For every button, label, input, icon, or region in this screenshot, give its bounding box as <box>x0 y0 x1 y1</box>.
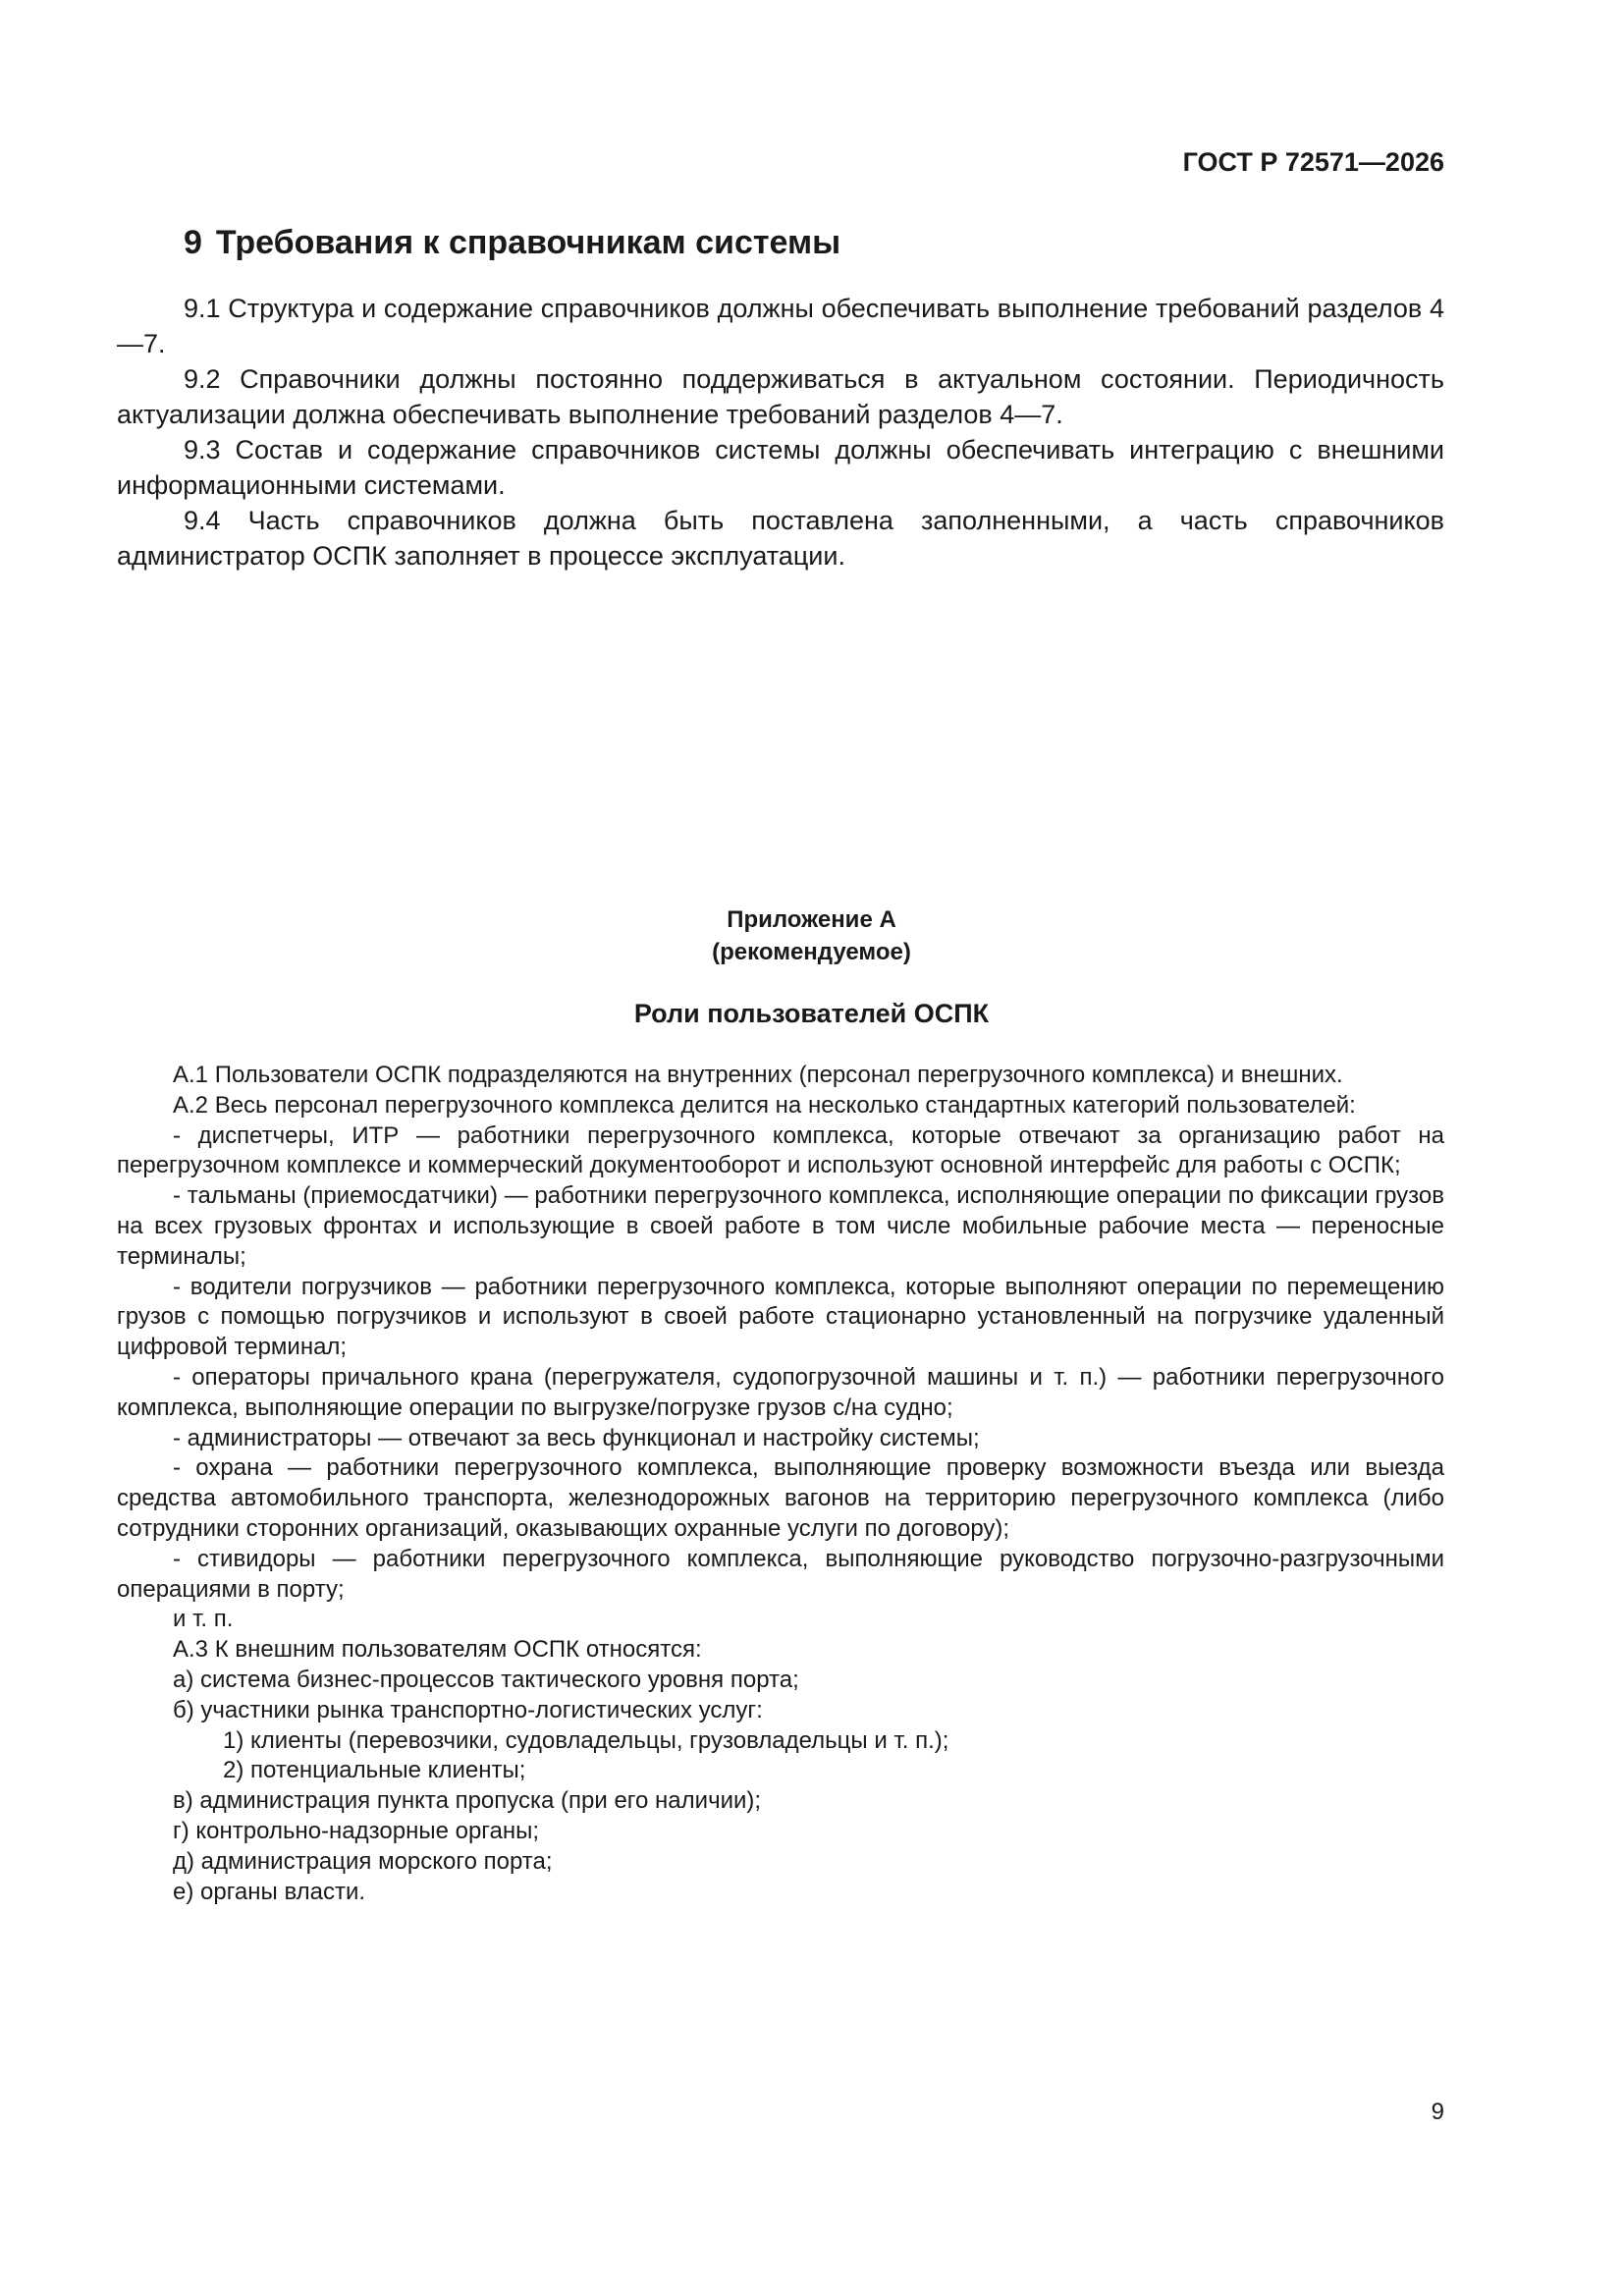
list-item-b-2: 2) потенциальные клиенты; <box>223 1757 526 1784</box>
paragraph-9-1: 9.1 Структура и содержание справочников должны обеспечивать выполнение требований разделов 4—7. <box>117 294 1444 358</box>
list-item-g: г) контрольно-надзорные органы; <box>173 1817 540 1844</box>
section-body <box>117 291 1444 574</box>
list-item-stevedores: - стивидоры — работники перегрузочного комплекса, выполняющие руководство погрузочно-разгрузочными операциями в порту; <box>117 1545 1444 1603</box>
appendix-header <box>0 903 1623 968</box>
clause-a1: А.1 Пользователи ОСПК подразделяются на внутренних (персонал перегрузочного комплекса) и внешних. <box>173 1062 1343 1088</box>
list-item-tallymen: - тальманы (приемосдатчики) — работники перегрузочного комплекса, исполняющие операции по фиксации грузов на всех грузовых фронтах и использующие в своей работе в том числе мобильные рабочие места — переносные терминалы; <box>117 1182 1444 1270</box>
section-title: Требования к справочникам системы <box>215 224 841 261</box>
list-item-administrators: - администраторы — отвечают за весь функционал и настройку системы; <box>173 1424 980 1451</box>
list-item-b-1: 1) клиенты (перевозчики, судовладельцы, грузовладельцы и т. п.); <box>223 1726 949 1754</box>
list-item-forklift-drivers: - водители погрузчиков — работники перегрузочного комплекса, которые выполняют операции по перемещению грузов с помощью погрузчиков и используют в своей работе стационарно установленный на погрузчике удаленный цифровой терминал; <box>117 1273 1444 1361</box>
clause-a2: А.2 Весь персонал перегрузочного комплекса делится на несколько стандартных категорий пользователей: <box>173 1091 1356 1119</box>
section-heading <box>184 224 840 262</box>
appendix-label: Приложение А <box>727 906 896 933</box>
paragraph-9-2: 9.2 Справочники должны постоянно поддерживаться в актуальном состоянии. Периодичность актуализации должна обеспечивать выполнение требований разделов 4—7. <box>117 364 1444 429</box>
list-item-e: е) органы власти. <box>173 1878 366 1905</box>
list-item-b: б) участники рынка транспортно-логистических услуг: <box>173 1696 763 1723</box>
page-number: 9 <box>1431 2099 1444 2125</box>
list-item-crane-operators: - операторы причального крана (перегружателя, судопогрузочной машины и т. п.) — работники перегрузочного комплекса, выполняющие операции по выгрузке/погрузке грузов с/на судно; <box>117 1363 1444 1421</box>
list-item-v: в) администрация пункта пропуска (при его наличии); <box>173 1787 762 1815</box>
appendix-title: Роли пользователей ОСПК <box>633 999 990 1028</box>
appendix-status: (рекомендуемое) <box>712 939 911 965</box>
section-number: 9 <box>184 224 202 261</box>
paragraph-9-3: 9.3 Состав и содержание справочников системы должны обеспечивать интеграцию с внешними информационными системами. <box>117 435 1444 500</box>
document-code: ГОСТ Р 72571—2026 <box>1182 147 1444 177</box>
list-item-a: а) система бизнес-процессов тактического уровня порта; <box>173 1666 799 1693</box>
paragraph-9-4: 9.4 Часть справочников должна быть поставлена заполненными, а часть справочников администратор ОСПК заполняет в процессе эксплуатации. <box>117 506 1444 571</box>
list-item-security: - охрана — работники перегрузочного комплекса, выполняющие проверку возможности въезда или выезда средства автомобильного транспорта, железнодорожных вагонов на территорию перегрузочного комплекса (либо сотрудники сторонних организаций, оказывающих охранные услуги по договору); <box>117 1454 1444 1542</box>
list-item-d: д) администрация морского порта; <box>173 1847 553 1875</box>
list-item-dispatchers: - диспетчеры, ИТР — работники перегрузочного комплекса, которые отвечают за организацию работ на перегрузочном комплексе и коммерческий документооборот и используют основной интерфейс для работы с ОСПК; <box>117 1121 1444 1179</box>
list-item-etc: и т. п. <box>173 1606 234 1633</box>
appendix-body <box>117 1061 1444 1907</box>
clause-a3: А.3 К внешним пользователям ОСПК относятся: <box>173 1636 702 1664</box>
